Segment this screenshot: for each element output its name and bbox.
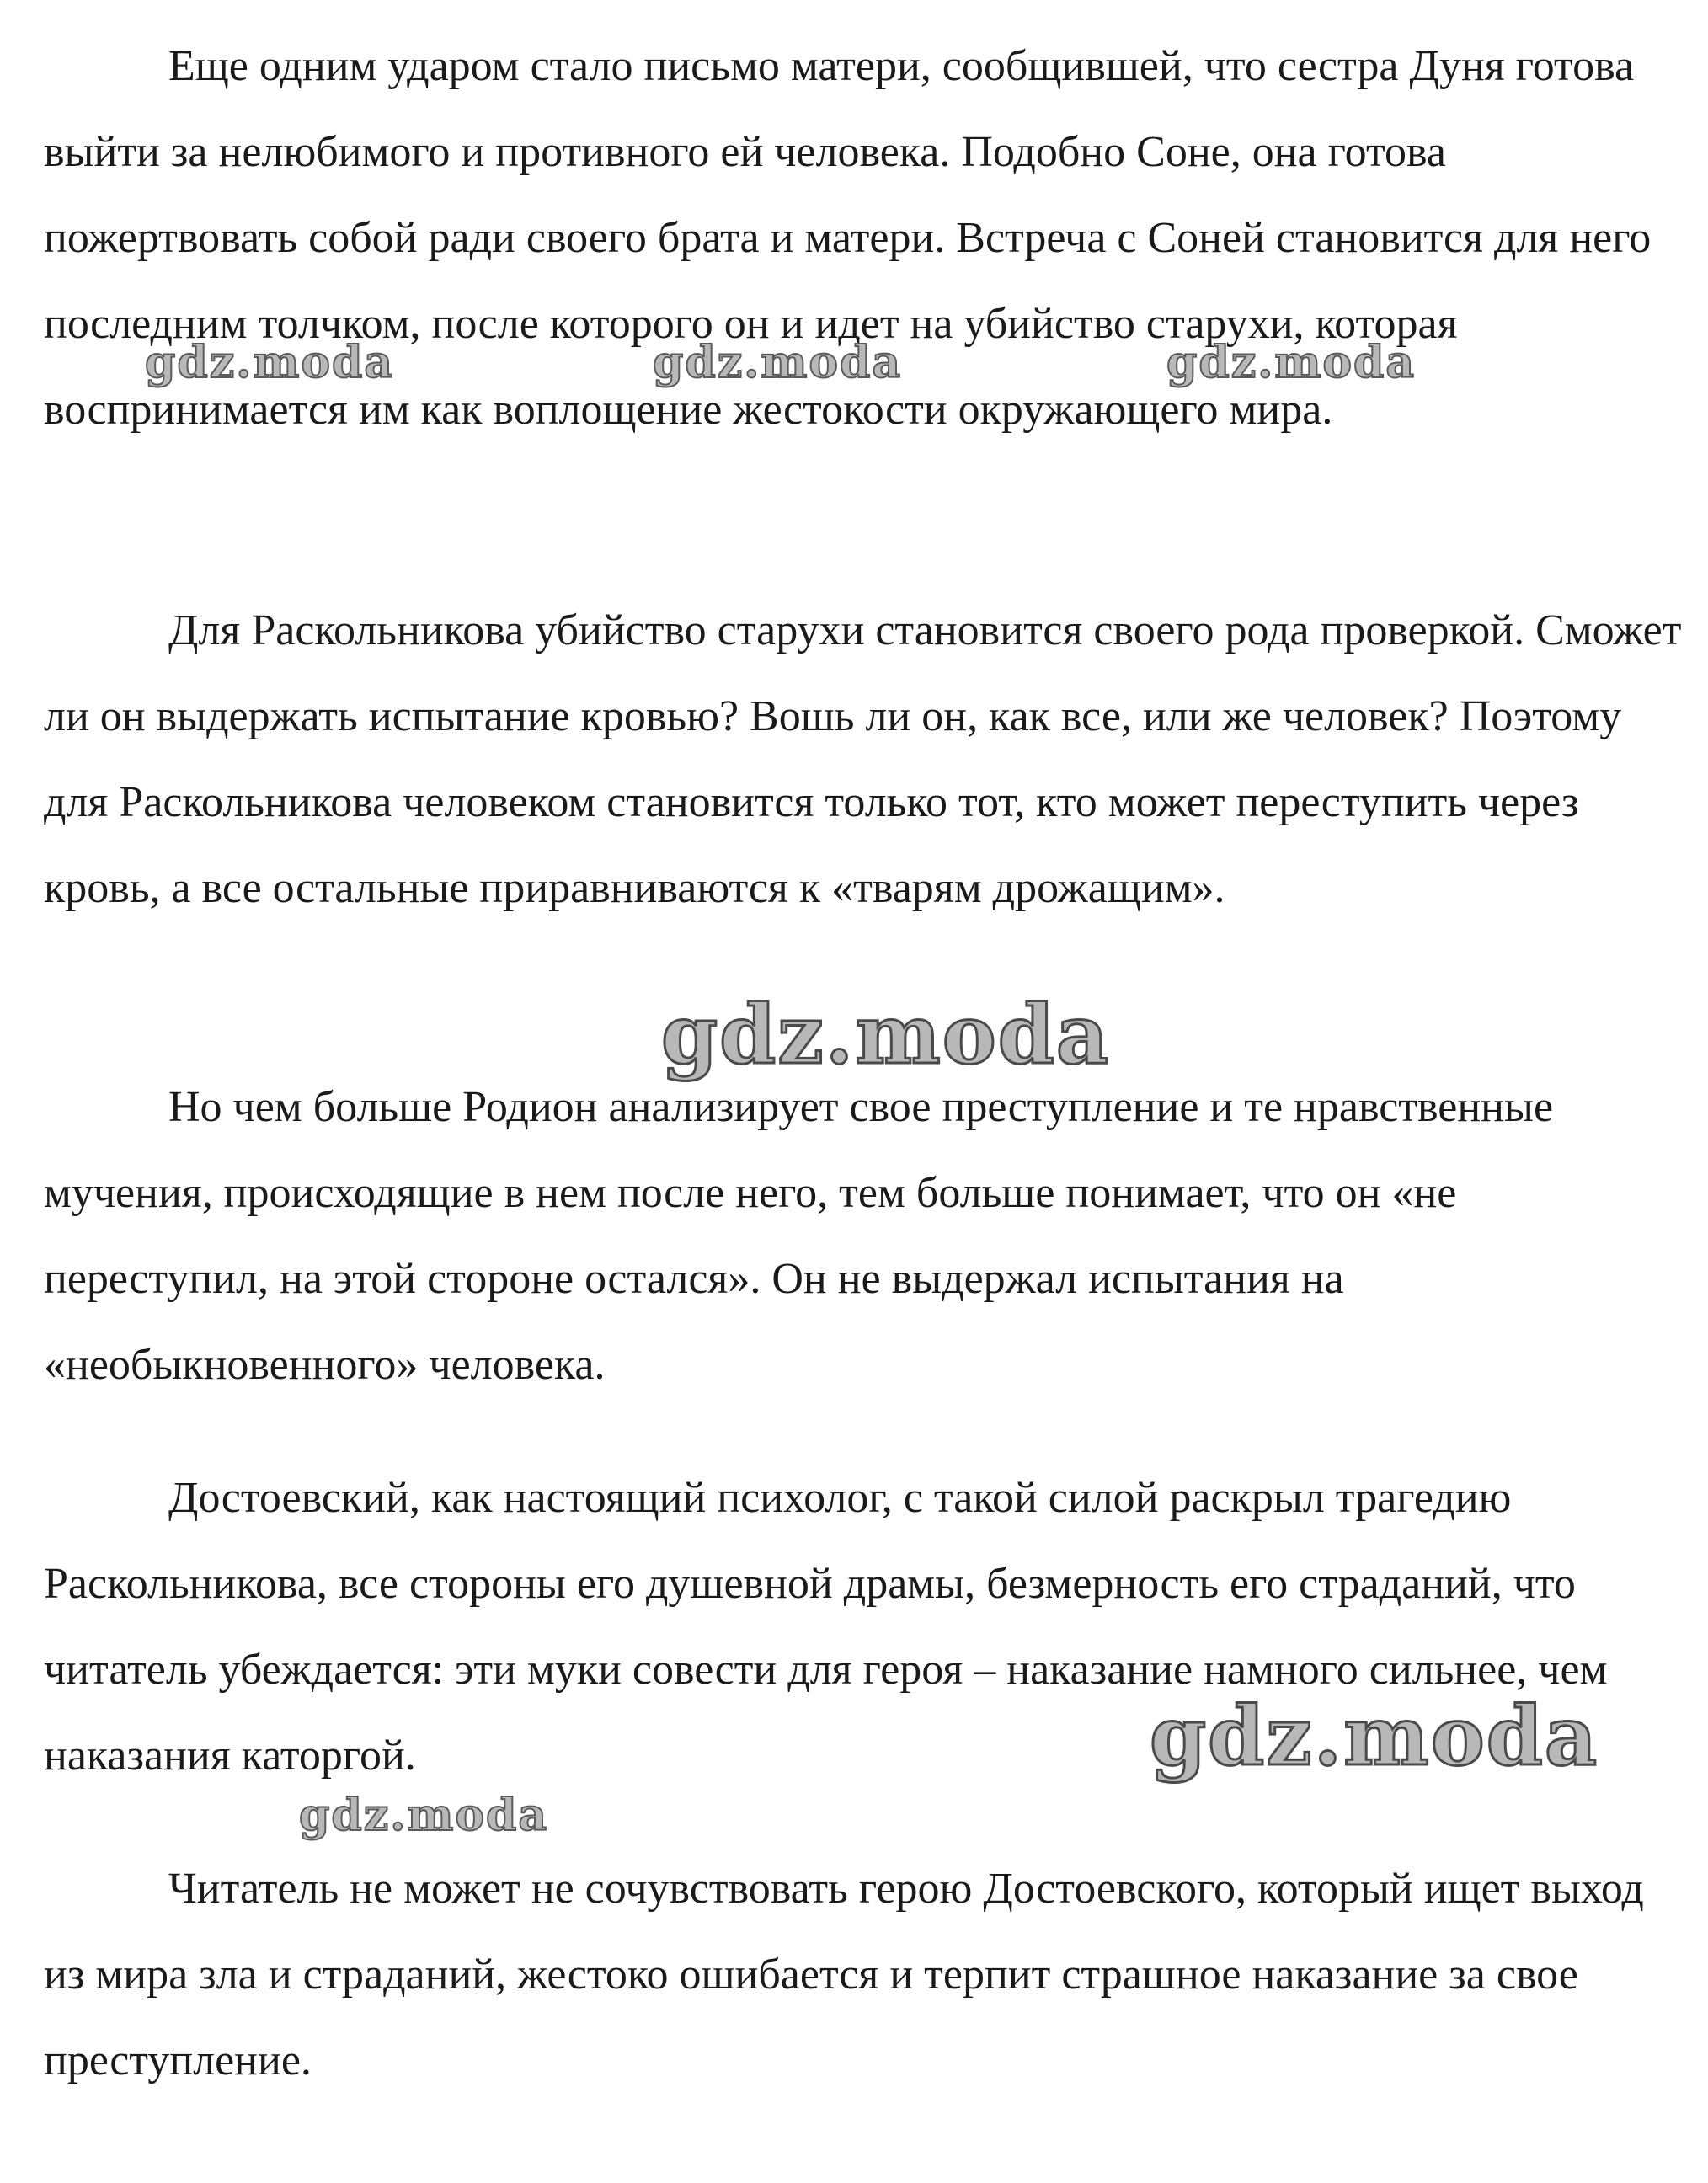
watermark: gdz.moda <box>1150 1689 1599 1784</box>
watermark: gdz.moda <box>653 337 903 388</box>
paragraph-2: Для Раскольникова убийство старухи становится своего рода проверкой. Сможет ли он выдержать испытание кровью? Вошь ли он, как все, или же человек? Поэтому для Раскольникова человеком становится только тот, кто может переступить через кровь, а все остальные приравниваются к «тварям дрожащим». <box>44 606 1682 912</box>
watermark: gdz.moda <box>145 337 395 388</box>
paragraph-5: Читатель не может не сочувствовать герою Достоевского, который ищет выход из мира зла и страданий, жестоко ошибается и терпит страшное наказание за свое преступление. <box>44 1865 1644 2084</box>
watermark: gdz.moda <box>661 987 1111 1082</box>
watermark: gdz.moda <box>299 1790 549 1841</box>
paragraph-4: Достоевский, как настоящий психолог, с такой силой раскрыл трагедию Раскольникова, все стороны его душевной драмы, безмерность его страданий, что читатель убеждается: эти муки совести для героя – наказание намного сильнее, чем наказания каторгой. <box>44 1474 1608 1780</box>
paragraph-1: Еще одним ударом стало письмо матери, сообщившей, что сестра Дуня готова выйти за нелюбимого и противного ей человека. Подобно Соне, она готова пожертвовать собой ради своего брата и матери. Встреча с Соней становится для него последним толчком, после которого он и идет на убийство старухи, которая воспринимается им как воплощение жестокости окружающего мира. <box>44 42 1652 434</box>
watermark: gdz.moda <box>1166 337 1417 388</box>
paragraph-3: Но чем больше Родион анализирует свое преступление и те нравственные мучения, происходящие в нем после него, тем больше понимает, что он «не переступил, на этой стороне остался». Он не выдержал испытания на «необыкновенного» человека. <box>44 1083 1554 1389</box>
